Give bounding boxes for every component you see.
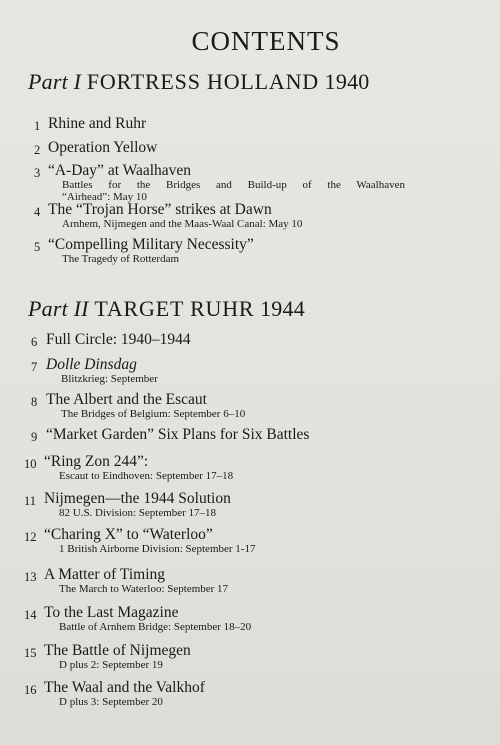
chapter-title: “Charing X” to “Waterloo” <box>44 526 213 543</box>
chapter-number: 7 <box>31 360 38 374</box>
chapter-subtitle: Battle of Arnhem Bridge: September 18–20 <box>59 621 252 633</box>
part-label: Part II <box>28 296 89 321</box>
chapter-title: The Albert and the Escaut <box>46 391 207 408</box>
chapter-number: 11 <box>24 494 37 508</box>
part-label: Part I <box>28 69 82 94</box>
chapter-subtitle: Blitzkrieg: September <box>61 373 158 385</box>
chapter-title: Rhine and Ruhr <box>48 115 147 132</box>
chapter-title: “Market Garden” Six Plans for Six Battles <box>46 426 310 443</box>
chapter-subtitle: Battles for the Bridges and Build-up of the Waalhaven <box>62 179 405 191</box>
chapter-number: 1 <box>34 119 41 133</box>
chapter-number: 3 <box>34 166 41 180</box>
chapter-number: 5 <box>34 240 41 254</box>
chapter-subtitle: “Airhead”: May 10 <box>62 191 147 203</box>
chapter-title: “A-Day” at Waalhaven <box>48 162 192 179</box>
chapter-title: Dolle Dinsdag <box>46 356 137 373</box>
part-name: FORTRESS HOLLAND <box>86 69 319 94</box>
chapter-subtitle: 82 U.S. Division: September 17–18 <box>59 507 217 519</box>
chapter-number: 6 <box>31 335 38 349</box>
chapter-number: 8 <box>31 395 38 409</box>
chapter-subtitle: 1 British Airborne Division: September 1-17 <box>59 543 256 555</box>
page-title: CONTENTS <box>191 26 341 56</box>
part-heading-1 <box>28 69 369 95</box>
part-name: TARGET RUHR <box>94 296 255 321</box>
chapter-number: 16 <box>24 683 37 697</box>
chapter-number: 2 <box>34 143 41 157</box>
chapter-subtitle: Escaut to Eindhoven: September 17–18 <box>59 470 234 482</box>
chapter-title: The Waal and the Valkhof <box>44 679 205 696</box>
chapter-subtitle: The Tragedy of Rotterdam <box>62 253 180 265</box>
part-year: 1944 <box>260 296 305 321</box>
chapter-title: To the Last Magazine <box>44 604 179 621</box>
chapter-title: The “Trojan Horse” strikes at Dawn <box>48 201 272 218</box>
chapter-number: 12 <box>24 530 37 544</box>
chapter-title: The Battle of Nijmegen <box>44 642 191 659</box>
chapter-title: “Ring Zon 244”: <box>44 453 149 470</box>
chapter-number: 13 <box>24 570 37 584</box>
chapter-subtitle: Arnhem, Nijmegen and the Maas-Waal Canal: May 10 <box>62 218 303 230</box>
chapter-subtitle: The March to Waterloo: September 17 <box>59 583 229 595</box>
chapter-title: Nijmegen—the 1944 Solution <box>44 490 231 507</box>
chapter-subtitle: D plus 3: September 20 <box>59 696 163 708</box>
chapter-number: 14 <box>24 608 37 622</box>
chapter-title: Full Circle: 1940–1944 <box>46 331 191 348</box>
chapter-subtitle: D plus 2: September 19 <box>59 659 163 671</box>
chapter-title: Operation Yellow <box>48 139 158 156</box>
chapter-number: 9 <box>31 430 38 444</box>
chapter-subtitle: The Bridges of Belgium: September 6–10 <box>61 408 246 420</box>
chapter-title: “Compelling Military Necessity” <box>48 236 254 253</box>
chapter-number: 15 <box>24 646 37 660</box>
chapter-number: 10 <box>24 457 37 471</box>
chapter-number: 4 <box>34 205 41 219</box>
part-heading-2 <box>28 296 305 322</box>
part-year: 1940 <box>324 69 370 94</box>
chapter-title: A Matter of Timing <box>44 566 166 583</box>
